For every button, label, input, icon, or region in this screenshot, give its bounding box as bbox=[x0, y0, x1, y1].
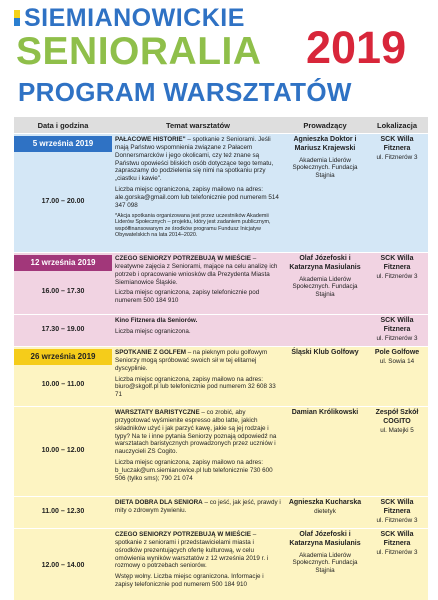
topic-desc: – spotkanie z Seniorami. Jeśli mają Państwo wspomnienia związane z Pałacem Donnersmarcków i jego okolicami, czy też znane są Państwu opowieści bliskich osób dotyczące tego tematu, zapraszamy do podzielenia się nimi na spotkaniu przy „ciastku i kawie". bbox=[115, 136, 274, 183]
host-cell bbox=[284, 407, 366, 496]
title-line-1: SIEMIANOWICKIE bbox=[24, 4, 245, 32]
host-cell bbox=[284, 497, 366, 528]
time-slot: 12.00 – 14.00 bbox=[14, 529, 112, 600]
location-cell bbox=[366, 497, 428, 528]
time-slot: 17.00 – 20.00 bbox=[41, 197, 85, 205]
topic-title: DIETA DOBRA DLA SENIORA bbox=[115, 499, 203, 506]
date-badge: 26 września 2019 bbox=[14, 349, 112, 365]
title-year: 2019 bbox=[306, 22, 407, 73]
location-address: ul. Fitznerów 3 bbox=[376, 334, 418, 342]
location-name: SCK Willa Fitznera bbox=[380, 255, 414, 271]
host-cell bbox=[284, 347, 366, 406]
location-cell bbox=[366, 347, 428, 406]
topic-note: Liczba miejsc ograniczona, zapisy mailowo na adres: b_luczak@um.siemianowice.pl lub telefonicznie 730 600 506 (tylko sms); 790 21 074 bbox=[115, 459, 273, 482]
host-cell bbox=[284, 253, 366, 314]
location-cell bbox=[366, 529, 428, 600]
topic-desc: – spotkanie z seniorami i przedstawicielami miasta i ośrodków prezentujących ofertę kulturową, w celu omówienia wyników warsztatów z 12 września 2019 r. i rozmowy o potrzebach seniorów. bbox=[115, 531, 269, 570]
topic-title: Kino Fitznera dla Seniorów. bbox=[115, 317, 198, 324]
topic-cell bbox=[112, 253, 284, 314]
topic-title: CZEGO SENIORZY POTRZEBUJĄ W MIEŚCIE bbox=[115, 255, 251, 262]
topic-note: Liczba miejsc ograniczona, zapisy mailowo na adres: ale.gorska@gmail.com lub telefonicznie pod numerem 514 347 098 bbox=[115, 186, 279, 209]
topic-cell bbox=[112, 497, 284, 528]
topic-title: PAŁACOWE HISTORIE" bbox=[115, 136, 186, 143]
location-name: SCK Willa Fitznera bbox=[380, 317, 414, 333]
table-row bbox=[14, 528, 428, 600]
date-badge: 5 września 2019 bbox=[14, 136, 112, 152]
location-address: ul. Fitznerów 3 bbox=[376, 153, 418, 161]
date-badge: 12 września 2019 bbox=[14, 255, 112, 271]
topic-title: WARSZTATY BARISTYCZNE bbox=[115, 409, 200, 416]
location-cell bbox=[366, 134, 428, 252]
location-address: ul. Fitznerów 3 bbox=[376, 272, 418, 280]
col-topic: Temat warsztatów bbox=[165, 120, 231, 130]
col-date: Data i godzina bbox=[37, 120, 89, 130]
topic-footnote: *Akcja spotkania organizowana jest przez uczestników Akademii Liderów Społecznych – projektu, który jest zadaniem publicznym, współfinansowanym ze środków programu Fundusz Inicjatyw Obywatelskich na lata 2014–2020. bbox=[115, 212, 271, 239]
location-address: ul. Sowia 14 bbox=[379, 357, 415, 365]
topic-title: SPOTKANIE Z GOLFEM bbox=[115, 349, 187, 356]
topic-cell bbox=[112, 347, 284, 406]
topic-desc: – na pieknym polu golfowym Seniorzy mogą spróbować swoich sił w tej elitarnej dyscyplinie. bbox=[115, 349, 268, 372]
topic-cell bbox=[112, 315, 284, 346]
host-cell bbox=[284, 134, 366, 252]
host-name: Damian Królikowski bbox=[291, 409, 359, 416]
location-cell bbox=[366, 315, 428, 346]
table-row bbox=[14, 314, 428, 346]
title-line-2: SENIORALIA bbox=[16, 30, 262, 73]
topic-note: Wstęp wolny. Liczba miejsc ograniczona. Informacje i zapisy telefonicznie pod numerem 500 184 910 bbox=[115, 573, 264, 589]
location-name: SCK Willa Fitznera bbox=[380, 499, 414, 515]
topic-cell bbox=[112, 529, 284, 600]
topic-title: CZEGO SENIORZY POTRZEBUJĄ W MIEŚCIE bbox=[115, 531, 251, 538]
host-name: Śląski Klub Golfowy bbox=[291, 349, 359, 356]
host-org: Akademia Liderów Społecznych. Fundacja Stąjnia bbox=[292, 275, 358, 299]
topic-note: Liczba miejsc ograniczona. bbox=[115, 327, 191, 335]
host-org: Akademia Liderów Społecznych. Fundacja Stąjnia bbox=[292, 156, 358, 180]
table-row bbox=[14, 406, 428, 496]
table-row bbox=[14, 346, 428, 406]
host-name: Agnieszka Kucharska bbox=[288, 499, 362, 506]
time-slot: 16.00 – 17.30 bbox=[41, 288, 85, 296]
table-row bbox=[14, 133, 428, 252]
location-address: ul. Fitznerów 3 bbox=[376, 516, 418, 524]
location-name: Pole Golfowe bbox=[374, 349, 420, 356]
poster-header bbox=[0, 0, 438, 108]
topic-cell bbox=[112, 134, 284, 252]
col-location: Lokalizacja bbox=[376, 120, 418, 130]
location-address: ul. Matejki 5 bbox=[380, 426, 414, 434]
host-org: Akademia Liderów Społecznych. Fundacja Stąjnia bbox=[292, 551, 358, 575]
host-name: Olaf Józefoski i Katarzyna Masiulanis bbox=[289, 531, 361, 547]
table-row bbox=[14, 496, 428, 528]
topic-note: Liczba miejsc ograniczona, zapisy telefonicznie pod numerem 500 184 910 bbox=[115, 289, 260, 305]
location-name: SCK Willa Fitznera bbox=[380, 136, 414, 152]
location-address: ul. Fitznerów 3 bbox=[376, 548, 418, 556]
flag-icon bbox=[14, 10, 20, 26]
location-cell bbox=[366, 407, 428, 496]
time-slot: 10.00 – 12.00 bbox=[14, 407, 112, 496]
time-slot: 11.00 – 12.30 bbox=[14, 497, 112, 528]
topic-cell bbox=[112, 407, 284, 496]
topic-note: Liczba miejsc ograniczona, zapisy mailowo na adres: biuro@skgolf.pl lub telefonicznie pod numerem 32 608 33 71 bbox=[115, 375, 276, 399]
location-name: SCK Willa Fitznera bbox=[380, 531, 414, 547]
location-name: Zespół Szkół COGITO bbox=[375, 409, 419, 425]
table-header bbox=[14, 117, 428, 133]
topic-desc: – kreatywne zajęcia z Seniorami, mające na celu analizę ich potrzeb i opracowanie wniosków dla Prezydenta Miasta Siemianowice Śląskie. bbox=[115, 255, 278, 286]
topic-desc: – co jeść, jak jeść, prawdy i mity o zdrowym żywieniu. bbox=[115, 499, 281, 514]
col-host: Prowadzący bbox=[303, 120, 347, 130]
time-slot: 17.30 – 19.00 bbox=[14, 315, 112, 346]
host-name: Agnieszka Doktor i Mariusz Krajewski bbox=[293, 136, 357, 152]
host-org: dietetyk bbox=[314, 507, 336, 515]
topic-desc: – co zrobić, aby przygotować wyśmienite espresso albo latte, jakich składników użyć i jak parzyć kawę, jakie są jej rodzaje i typy? Na te i inne pytania Seniorzy poznają odpowiedź na warsztatach baristycznych prowadzonych przez uczniów i nauczycieli ZS Cogito. bbox=[115, 409, 277, 456]
location-cell bbox=[366, 253, 428, 314]
host-name: Olaf Józefoski i Katarzyna Masiulanis bbox=[289, 255, 361, 271]
title-line-3: PROGRAM WARSZTATÓW bbox=[18, 77, 352, 107]
table-row bbox=[14, 252, 428, 314]
host-cell bbox=[284, 315, 366, 346]
host-cell bbox=[284, 529, 366, 600]
time-slot: 10.00 – 11.00 bbox=[41, 381, 85, 389]
workshop-table bbox=[14, 117, 428, 600]
